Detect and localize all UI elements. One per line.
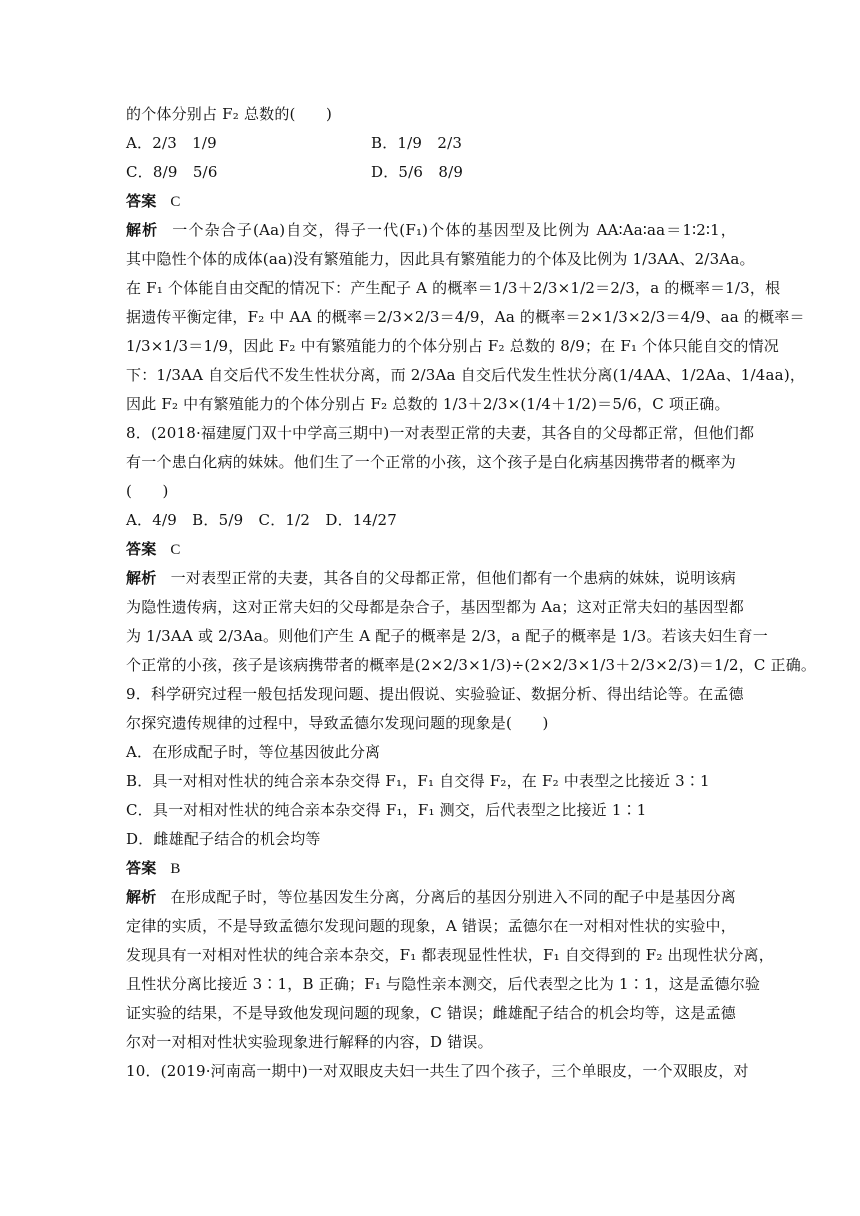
q9-analysis-line: 尔对一对相对性状实验现象进行解释的内容，D 错误。 (126, 1033, 493, 1051)
q7-analysis-line: 其中隐性个体的成体(aa)没有繁殖能力，因此具有繁殖能力的个体及比例为 1/3AA、2/3Aa。 (126, 250, 755, 268)
q7-answer (126, 187, 736, 216)
q9-answer (126, 854, 736, 883)
analysis-label: 解析 (126, 888, 157, 906)
q9-option-b: B．具一对相对性状的纯合亲本杂交得 F₁，F₁ 自交得 F₂，在 F₂ 中表型之比接近 3∶1 (126, 772, 710, 790)
q7-analysis-line: 下：1/3AA 自交后代不发生性状分离，而 2/3Aa 自交后代发生性状分离(1/4AA、1/2Aa、1/4aa)， (126, 366, 806, 384)
q9-stem-line: 9．科学研究过程一般包括发现问题、提出假说、实验验证、数据分析、得出结论等。在孟德 (126, 685, 744, 703)
q8-analysis-line: 解析 一对表型正常的夫妻，其各自的父母都正常，但他们都有一个患病的妹妹，说明该病 (126, 569, 737, 587)
q7-options-row-2 (126, 158, 736, 187)
q8-options: A．4/9 B．5/9 C．1/2 D．14/27 (126, 511, 398, 529)
q7-analysis-line: 1/3×1/3＝1/9，因此 F₂ 中有繁殖能力的个体分别占 F₂ 总数的 8/9；在 F₁ 个体只能自交的情况 (126, 337, 779, 355)
q9-option-d: D．雌雄配子结合的机会均等 (126, 830, 321, 848)
q8-analysis-line: 为隐性遗传病，这对正常夫妇的父母都是杂合子，基因型都为 Aa；这对正常夫妇的基因型都 (126, 598, 744, 616)
answer-value: C (170, 194, 181, 210)
q8-stem-line: ( ) (126, 482, 169, 500)
answer-label: 答案 (126, 192, 157, 210)
analysis-label: 解析 (126, 569, 157, 587)
q9-analysis-line: 定律的实质，不是导致孟德尔发现问题的现象，A 错误；孟德尔在一对相对性状的实验中， (126, 917, 736, 935)
q9-analysis-line: 发现具有一对相对性状的纯合亲本杂交，F₁ 都表现显性性状，F₁ 自交得到的 F₂ 出现性状分离， (126, 946, 774, 964)
q8-stem-line: 8．(2018·福建厦门双十中学高三期中)一对表型正常的夫妻，其各自的父母都正常，但他们都 (126, 424, 755, 442)
q7-analysis-line: 解析 一个杂合子(Aa)自交，得子一代(F₁)个体的基因型及比例为 AA∶Aa∶aa＝1∶2∶1， (126, 221, 736, 239)
q9-analysis-line: 且性状分离比接近 3∶1，B 正确；F₁ 与隐性亲本测交，后代表型之比为 1∶1，这是孟德尔验 (126, 975, 761, 993)
q7-options-row-1 (126, 129, 736, 158)
q7-option-c: C．8/9 5/6 (126, 163, 218, 181)
answer-value: B (170, 861, 181, 877)
page-content (126, 100, 817, 1086)
q7-option-a: A．2/3 1/9 (126, 134, 217, 152)
q7-option-d: D．5/6 8/9 (371, 163, 464, 181)
answer-label: 答案 (126, 859, 157, 877)
q9-option-a: A．在形成配子时，等位基因彼此分离 (126, 743, 381, 761)
q10-stem-line: 10．(2019·河南高一期中)一对双眼皮夫妇一共生了四个孩子，三个单眼皮，一个双眼皮，对 (126, 1062, 749, 1080)
q9-stem-line: 尔探究遗传规律的过程中，导致孟德尔发现问题的现象是( ) (126, 714, 549, 732)
q7-option-b: B．1/9 2/3 (371, 134, 463, 152)
q7-analysis-line: 据遗传平衡定律，F₂ 中 AA 的概率＝2/3×2/3＝4/9，Aa 的概率＝2×1/3×2/3＝4/9、aa 的概率＝ (126, 308, 805, 326)
q8-analysis-line: 个正常的小孩，孩子是该病携带者的概率是(2×2/3×1/3)÷(2×2/3×1/3＋2/3×2/3)＝1/2，C 正确。 (126, 656, 817, 674)
answer-label: 答案 (126, 540, 157, 558)
q9-analysis-line: 解析 在形成配子时，等位基因发生分离，分离后的基因分别进入不同的配子中是基因分离 (126, 888, 737, 906)
q7-analysis-line: 在 F₁ 个体能自由交配的情况下：产生配子 A 的概率＝1/3＋2/3×1/2＝2/3，a 的概率＝1/3，根 (126, 279, 781, 297)
q7-stem-tail: 的个体分别占 F₂ 总数的( ) (126, 105, 333, 123)
q9-analysis-line: 证实验的结果，不是导致他发现问题的现象，C 错误；雌雄配子结合的机会均等，这是孟德 (126, 1004, 736, 1022)
q8-stem-line: 有一个患白化病的妹妹。他们生了一个正常的小孩，这个孩子是白化病基因携带者的概率为 (126, 453, 736, 471)
answer-value: C (170, 542, 181, 558)
q7-analysis-line: 因此 F₂ 中有繁殖能力的个体分别占 F₂ 总数的 1/3＋2/3×(1/4＋1/2)＝5/6，C 项正确。 (126, 395, 730, 413)
q8-answer (126, 535, 736, 564)
analysis-label: 解析 (126, 221, 159, 239)
q9-option-c: C．具一对相对性状的纯合亲本杂交得 F₁，F₁ 测交，后代表型之比接近 1∶1 (126, 801, 647, 819)
q8-analysis-line: 为 1/3AA 或 2/3Aa。则他们产生 A 配子的概率是 2/3，a 配子的概率是 1/3。若该夫妇生育一 (126, 627, 768, 645)
